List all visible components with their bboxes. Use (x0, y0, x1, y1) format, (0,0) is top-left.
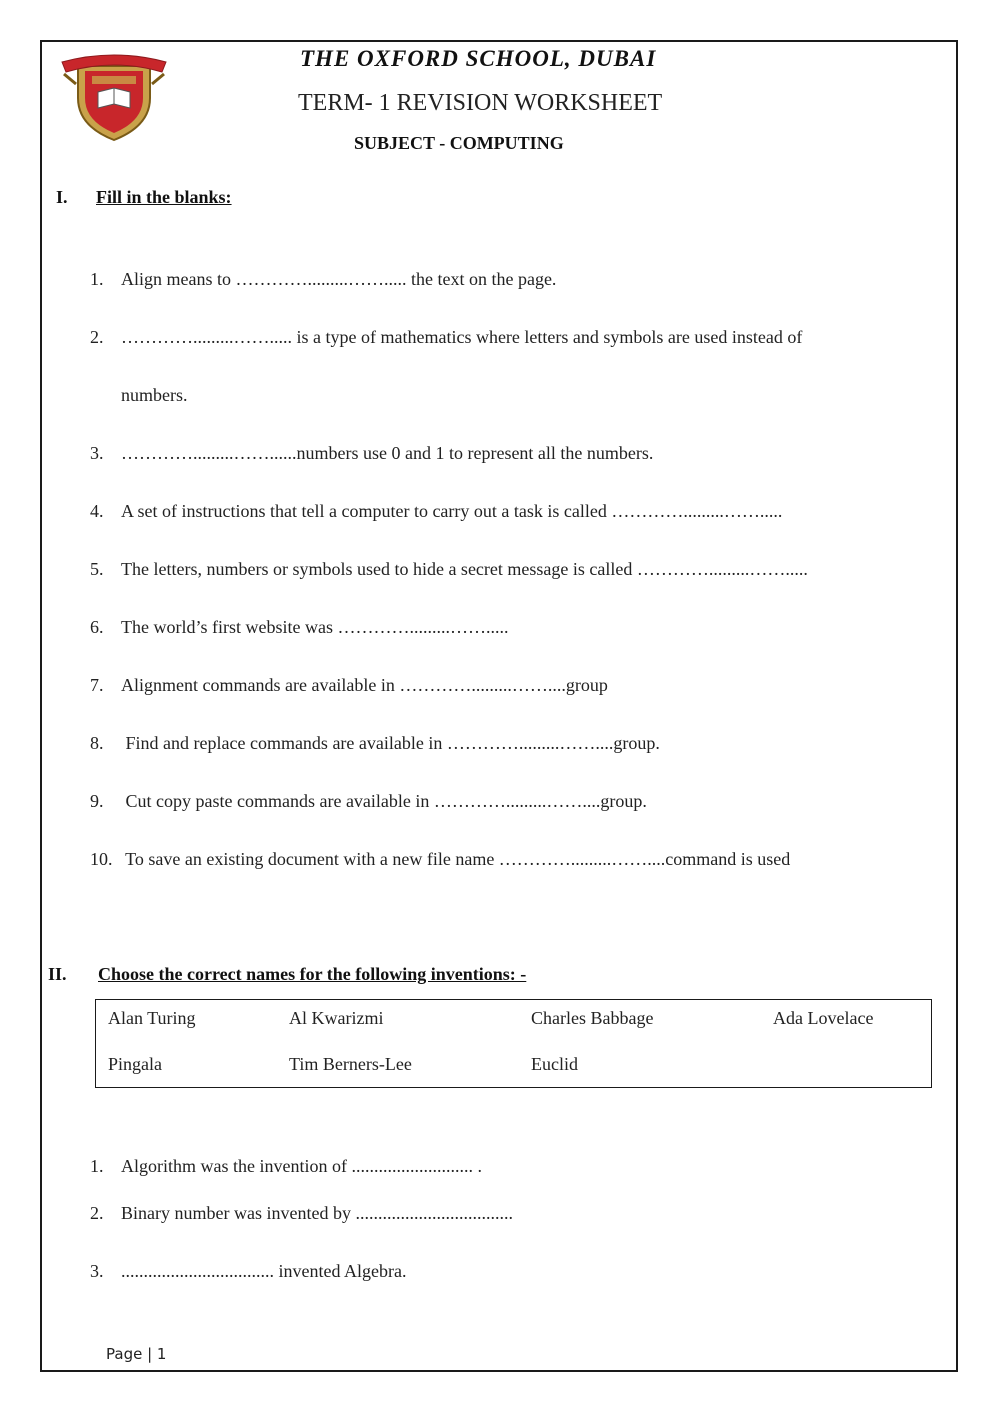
question-text: Align means to ………….........……..... the text on the page. (121, 269, 557, 289)
question-5 (90, 559, 808, 580)
question-number: 8. (90, 733, 104, 753)
question-text: Binary number was invented by ................................... (121, 1203, 513, 1223)
question-text: Find and replace commands are available in ………….........……....group. (121, 733, 660, 753)
question-number: 5. (90, 559, 104, 579)
invention-question-2 (90, 1203, 513, 1224)
invention-question-3 (90, 1261, 406, 1282)
name-option: Euclid (531, 1054, 578, 1074)
page-number: Page | 1 (106, 1345, 167, 1363)
question-2 (90, 327, 802, 348)
question-3 (90, 443, 653, 464)
question-number: 4. (90, 501, 104, 521)
section-2-title: Choose the correct names for the following inventions: - (98, 964, 527, 984)
question-9 (90, 791, 647, 812)
question-number: 1. (90, 1156, 104, 1176)
question-number: 1. (90, 269, 104, 289)
question-number: 10. (90, 849, 113, 869)
question-8 (90, 733, 660, 754)
question-number: 9. (90, 791, 104, 811)
question-6 (90, 617, 508, 638)
name-option: Ada Lovelace (773, 1008, 874, 1028)
name-option: Al Kwarizmi (289, 1008, 384, 1028)
subject-heading: SUBJECT - COMPUTING (354, 133, 564, 153)
question-1 (90, 269, 556, 290)
question-text: .................................. invented Algebra. (121, 1261, 407, 1281)
question-text: ………….........……..... is a type of mathematics where letters and symbols are used instead of (121, 327, 803, 347)
question-text: Alignment commands are available in ………….........……....group (121, 675, 608, 695)
question-text: Cut copy paste commands are available in ………….........……....group. (121, 791, 647, 811)
name-option: Pingala (108, 1054, 162, 1074)
question-7 (90, 675, 608, 696)
question-2-continued: numbers. (121, 385, 188, 405)
question-10 (90, 849, 790, 870)
question-number: 3. (90, 1261, 104, 1281)
section-2-number: II. (48, 964, 67, 984)
section-1-title: Fill in the blanks: (96, 187, 232, 207)
school-crest-icon (58, 44, 170, 144)
question-number: 7. (90, 675, 104, 695)
question-number: 2. (90, 327, 104, 347)
question-4 (90, 501, 782, 522)
question-number: 3. (90, 443, 104, 463)
name-option: Alan Turing (108, 1008, 196, 1028)
school-name: THE OXFORD SCHOOL, DUBAI (300, 46, 657, 71)
worksheet-title: TERM- 1 REVISION WORKSHEET (298, 90, 663, 116)
question-number: 6. (90, 617, 104, 637)
name-option: Charles Babbage (531, 1008, 654, 1028)
section-1-number: I. (56, 187, 68, 207)
name-option: Tim Berners-Lee (289, 1054, 412, 1074)
question-text: The world’s first website was ………….........……..... (121, 617, 509, 637)
question-number: 2. (90, 1203, 104, 1223)
question-text: The letters, numbers or symbols used to hide a secret message is called ………….........……..... (121, 559, 808, 579)
question-text: To save an existing document with a new file name ………….........……....command is used (121, 849, 791, 869)
invention-question-1 (90, 1156, 482, 1177)
question-text: ………….........……......numbers use 0 and 1 to represent all the numbers. (121, 443, 654, 463)
question-text: A set of instructions that tell a computer to carry out a task is called ………….........……..... (121, 501, 783, 521)
question-text: Algorithm was the invention of ........................... . (121, 1156, 482, 1176)
